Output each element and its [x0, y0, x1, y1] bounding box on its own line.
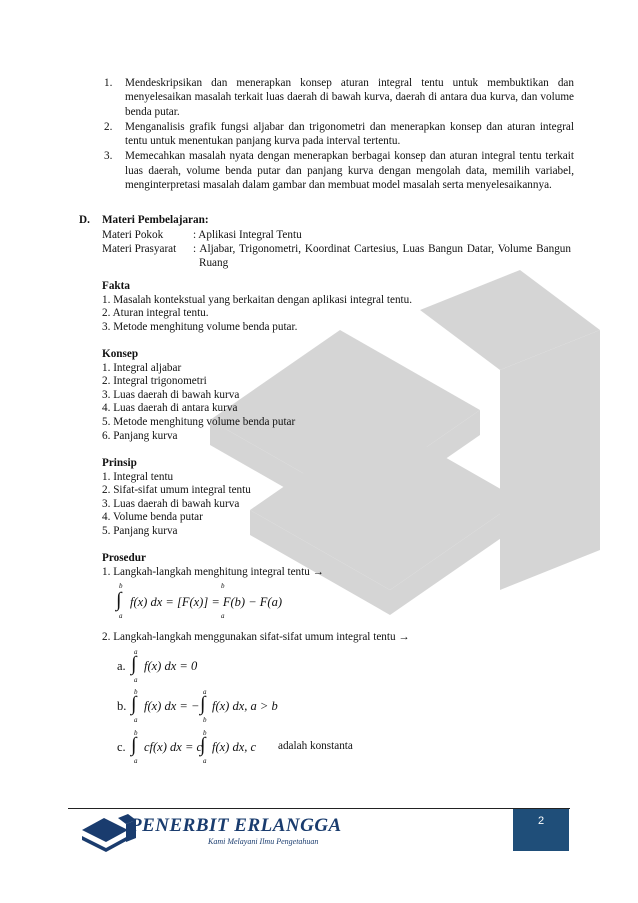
materi-prasyarat-row	[102, 242, 572, 272]
formula-c-suffix: adalah konstanta	[278, 740, 353, 752]
lower-limit: b	[203, 716, 207, 724]
formula-text: f(x) dx = 0	[144, 659, 198, 673]
formula-a-label: a.	[117, 659, 126, 673]
lower-limit: a	[134, 676, 138, 684]
upper-limit: a	[203, 688, 207, 696]
prosedur-heading: Prosedur	[102, 552, 146, 564]
list-item: 3. Luas daerah di bawah kurva	[102, 388, 240, 401]
lower-limit: a	[134, 716, 138, 724]
upper-limit: b	[134, 729, 138, 737]
list-item: 5. Metode menghitung volume benda putar	[102, 415, 296, 428]
list-item: 2. Aturan integral tentu.	[102, 307, 209, 320]
prosedur-step-1: 1. Langkah-langkah menghitung integral tentu →	[102, 565, 324, 578]
lower-limit: a	[119, 612, 123, 620]
materi-pokok-label: Materi Pokok	[102, 229, 164, 241]
integral-sign: ∫	[200, 693, 206, 715]
item-number: 1.	[104, 77, 113, 89]
list-item: 4. Volume benda putar	[102, 511, 203, 524]
prosedur-step-2: 2. Langkah-langkah menggunakan sifat-sifat umum integral tentu →	[102, 631, 410, 643]
publisher-tagline: Kami Melayani Ilmu Pengetahuan	[208, 837, 319, 846]
upper-limit: a	[134, 648, 138, 656]
publisher-name: PENERBIT ERLANGGA	[130, 815, 342, 836]
upper-limit: b	[119, 582, 123, 590]
list-item: 6. Panjang kurva	[102, 429, 178, 442]
list-item: 1. Masalah kontekstual yang berkaitan dengan aplikasi integral tentu.	[102, 293, 413, 306]
integral-sign: ∫	[131, 693, 137, 715]
list-item: 1. Integral tentu	[102, 470, 174, 483]
list-item: 5. Panjang kurva	[102, 524, 178, 537]
prinsip-block	[102, 457, 562, 539]
item-number: 3.	[104, 150, 113, 163]
list-item: 3. Metode menghitung volume benda putar.	[102, 320, 298, 333]
page-number: 2	[537, 815, 545, 827]
konsep-heading: Konsep	[102, 348, 139, 360]
upper-limit: b	[134, 688, 138, 696]
fakta-block	[102, 280, 562, 334]
list-item	[104, 76, 574, 119]
materi-pokok-value: : Aplikasi Integral Tentu	[193, 229, 302, 241]
section-title: Materi Pembelajaran:	[102, 214, 209, 226]
formula-text: f(x) dx = [F(x)] = F(b) − F(a)	[130, 595, 282, 609]
formula-text-right: f(x) dx, a > b	[212, 699, 278, 713]
upper-limit: b	[203, 729, 207, 737]
materi-prasyarat-value: : Aljabar, Trigonometri, Koordinat Cartesius, Luas Bangun Datar, Volume Bangun Ruang	[193, 243, 571, 269]
materi-prasyarat-label: Materi Prasyarat	[102, 243, 177, 255]
list-item: 3. Luas daerah di bawah kurva	[102, 497, 240, 510]
formula-c-label: c.	[117, 740, 126, 754]
bracket-upper-limit: b	[221, 582, 225, 590]
prosedur-block	[102, 552, 562, 579]
section-letter: D.	[79, 214, 90, 226]
formula-text-right: f(x) dx, c	[212, 740, 257, 754]
list-item: 2. Integral trigonometri	[102, 375, 207, 388]
formula-b-label: b.	[117, 699, 127, 713]
integral-sign: ∫	[131, 734, 137, 756]
konsep-block	[102, 348, 562, 443]
formula-text-left: f(x) dx = −	[144, 699, 200, 713]
integral-sign: ∫	[116, 589, 122, 611]
footer-divider	[68, 808, 570, 809]
list-item: 1. Integral aljabar	[102, 361, 182, 374]
lower-limit: a	[203, 757, 207, 765]
list-item: 2. Sifat-sifat umum integral tentu	[102, 484, 251, 497]
list-item	[104, 120, 574, 149]
item-text: Mendeskripsikan dan menerapkan konsep aturan integral tentu untuk membuktikan dan menyelesaikan masalah terkait luas daerah di bawah kurva, daerah di antara dua kurva, dan volume benda putar.	[125, 77, 574, 118]
integral-sign: ∫	[131, 653, 137, 675]
list-item	[104, 149, 574, 192]
integral-sign: ∫	[200, 734, 206, 756]
item-text: Menganalisis grafik fungsi aljabar dan trigonometri dan menerapkan konsep dan aturan integral tentu untuk menentukan panjang kurva pada interval tertentu.	[125, 120, 574, 148]
lower-limit: a	[134, 757, 138, 765]
prinsip-heading: Prinsip	[102, 457, 137, 469]
list-item: 4. Luas daerah di antara kurva	[102, 402, 238, 415]
prosedur-step-2-block	[102, 631, 562, 645]
item-text: Memecahkan masalah nyata dengan menerapkan berbagai konsep dan aturan integral tentu terkait luas daerah, volume benda putar dan panjang kurva dengan mengolah data, memilih variabel, menginterpretasi masalah dalam gambar dan membuat model masalah serta menyelesaikannya.	[125, 150, 574, 192]
item-number: 2.	[104, 120, 113, 133]
bracket-lower-limit: a	[221, 612, 225, 620]
fakta-heading: Fakta	[102, 280, 130, 292]
formula-text-left: cf(x) dx = c	[144, 740, 203, 754]
objectives-list	[104, 76, 574, 193]
